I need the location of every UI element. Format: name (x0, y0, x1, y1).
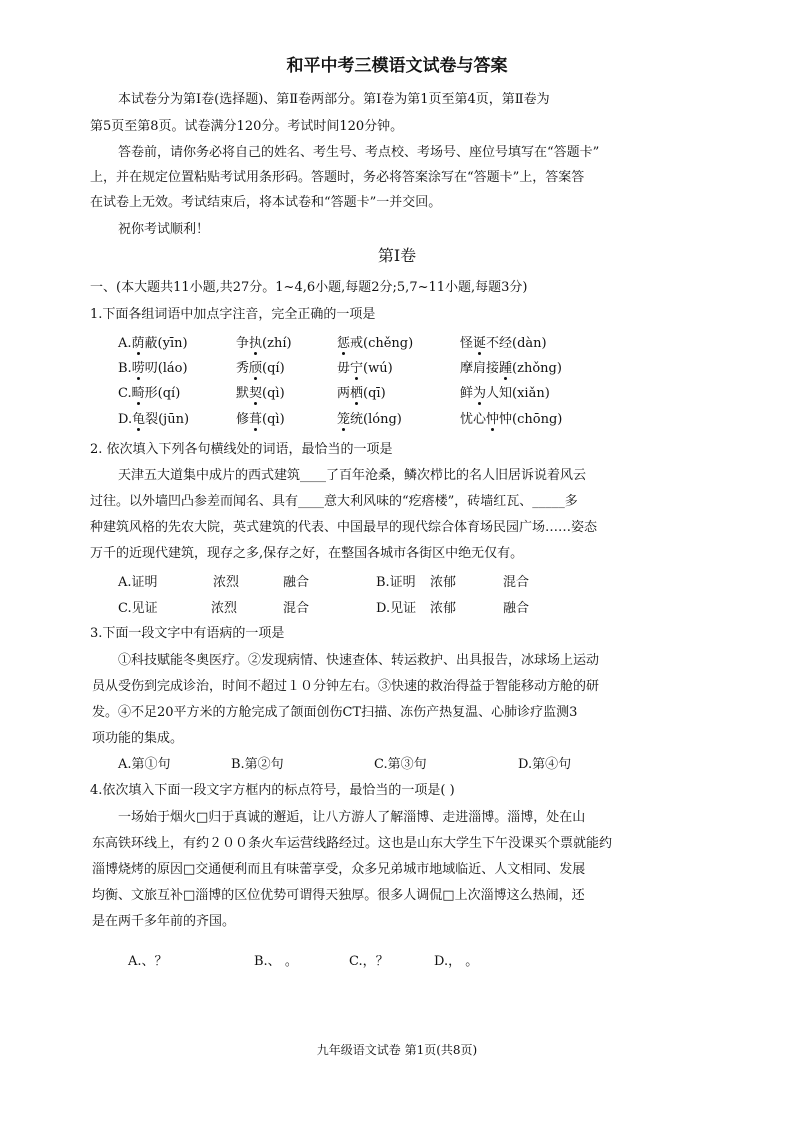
option-c: C.，？ (349, 954, 389, 969)
question-3-stem: 3.下面一段文字中有语病的一项是 (90, 626, 285, 641)
word-part: 摩肩接 (460, 361, 500, 376)
word-part: (wú) (363, 361, 393, 376)
option-b: B.证明 (376, 575, 416, 590)
word-part: 忧心 (460, 412, 487, 427)
q1-choice-word (460, 384, 550, 404)
q1-choice-word (460, 334, 547, 354)
passage-line: 项功能的集成。 (92, 731, 184, 746)
dotted-character: 宁 (350, 361, 364, 376)
intro-line: 在试卷上无效。考试结束后，将本试卷和“答题卡”一并交回。 (90, 195, 442, 210)
option-c: C.第③句 (374, 757, 427, 772)
word-part: 怪 (460, 336, 474, 351)
option-c-word2: 浓烈 (211, 601, 238, 616)
word-part: 蔽(yīn) (144, 336, 188, 351)
dotted-character: 葺 (249, 412, 263, 427)
word-part: 人知(xiǎn) (486, 386, 550, 401)
word-part: (zhǒng) (512, 361, 562, 376)
word-part: (qī) (363, 386, 386, 401)
word-part: D. (118, 412, 133, 427)
passage-line: 种建筑风格的先农大院，英式建筑的代表、中国最早的现代综合体育场民园广场……姿态 (90, 520, 598, 535)
passage-line: 万千的近现代建筑，现存之多,保存之好，在整国各城市各街区中绝无仅有。 (90, 546, 524, 561)
page-title: 和平中考三模语文试卷与答案 (286, 56, 508, 76)
word-part: 统(lóng) (350, 412, 402, 427)
intro-line: 上，并在规定位置粘贴考试用条形码。答题时，务必将答案涂写在“答题卡”上，答案答 (90, 170, 585, 185)
question-4-stem: 4.依次填入下面一段文字方框内的标点符号，最恰当的一项是( ) (90, 783, 455, 798)
option-d-word3: 融合 (503, 601, 530, 616)
q1-choice-word (337, 359, 393, 379)
passage-line: 发。④不足20平方米的方舱完成了颌面创伤CT扫描、冻伤产热复温、心肺诊疗监测3 (92, 705, 578, 720)
section-heading: 第Ⅰ卷 (377, 246, 417, 265)
question-1-stem: 1.下面各组词语中加点字注音，完全正确的一项是 (90, 307, 376, 322)
option-d-word2: 浓郁 (430, 601, 457, 616)
intro-wish: 祝你考试顺利！ (118, 222, 210, 237)
question-2-stem: 2. 依次填入下列各句横线处的词语，最恰当的一项是 (90, 442, 393, 457)
dotted-character: 踵 (499, 361, 513, 376)
dotted-character: 颀 (249, 361, 263, 376)
q1-choice-word (337, 384, 386, 404)
part-heading: 一、(本大题共11小题,共27分。1~4,6小题,每题2分;5,7~11小题,每题3分) (90, 280, 528, 295)
q1-choice-word (118, 334, 188, 354)
dotted-character: 执 (249, 336, 263, 351)
word-part: 默 (236, 386, 250, 401)
option-c-word3: 混合 (283, 601, 310, 616)
option-b-word3: 混合 (503, 575, 530, 590)
passage-line: 员从受伤到完成诊治，时间不超过１０分钟左右。③快速的救治得益于智能移动方舱的研 (92, 679, 600, 694)
dotted-character: 为 (473, 386, 487, 401)
word-part: 争 (236, 336, 250, 351)
q1-choice-word (118, 384, 180, 404)
word-part: 忡(chōng) (499, 412, 563, 427)
word-part: A. (118, 336, 132, 351)
intro-line: 第5页至第8页。试卷满分120分。考试时间120分钟。 (90, 119, 404, 134)
dotted-character: 龟 (132, 412, 146, 427)
q1-choice-word (236, 384, 285, 404)
dotted-character: 唠 (131, 361, 145, 376)
word-part: (zhí) (262, 336, 292, 351)
dotted-character: 荫 (131, 336, 145, 351)
word-part: 两 (337, 386, 351, 401)
passage-line: 均衡、文旅互补□淄博的区位优势可谓得天独厚。很多人调侃□上次淄博这么热闹，还 (92, 888, 585, 903)
word-part: 秀 (236, 361, 250, 376)
option-d: D.， 。 (434, 954, 479, 969)
q1-choice-word (236, 334, 292, 354)
q1-choice-word (236, 359, 285, 379)
option-a: A.第①句 (118, 757, 171, 772)
passage-line: 过往。以外墙凹凸参差而闻名、具有____意大利风味的“疙瘩楼”，砖墙红瓦、_____多 (90, 494, 578, 509)
word-part: B. (118, 361, 132, 376)
dotted-character: 惩 (337, 336, 351, 351)
word-part: (qí) (262, 361, 285, 376)
option-c: C.见证 (118, 601, 158, 616)
passage-line: 是在两千多年前的齐国。 (92, 914, 236, 929)
page-footer: 九年级语文试卷 第1页(共8页) (316, 1043, 478, 1057)
dotted-character: 畸 (131, 386, 145, 401)
q1-choice-word (460, 359, 562, 379)
word-part: C. (118, 386, 132, 401)
q1-choice-word (337, 334, 413, 354)
word-part: 不经(dàn) (486, 336, 547, 351)
dotted-character: 栖 (350, 386, 364, 401)
word-part: (qì) (262, 386, 285, 401)
option-b: B.第②句 (231, 757, 284, 772)
word-part: 毋 (337, 361, 351, 376)
word-part: 戒(chěng) (350, 336, 414, 351)
dotted-character: 笼 (337, 412, 351, 427)
dotted-character: 忡 (486, 412, 500, 427)
option-b-word2: 浓郁 (430, 575, 457, 590)
option-a-word2: 浓烈 (213, 575, 240, 590)
intro-line: 答卷前，请你务必将自己的姓名、考生号、考点校、考场号、座位号填写在“答题卡” (118, 145, 600, 160)
word-part: 鲜 (460, 386, 474, 401)
passage-line: 东高铁环线上，有约２００条火车运营线路经过。这也是山东大学生下午没课买个票就能约 (92, 836, 613, 851)
passage-line: ①科技赋能冬奥医疗。②发现病情、快速查体、转运救护、出具报告，冰球场上运动 (118, 653, 600, 668)
option-a: A.证明 (118, 575, 158, 590)
option-d: D.见证 (376, 601, 417, 616)
word-part: 形(qí) (144, 386, 181, 401)
word-part: 裂(jūn) (145, 412, 190, 427)
word-part: (qì) (262, 412, 285, 427)
word-part: 叨(láo) (144, 361, 188, 376)
q1-choice-word (236, 410, 285, 430)
passage-line: 天津五大道集中成片的西式建筑____了百年沧桑，鳞次栉比的名人旧居诉说着风云 (118, 468, 587, 483)
dotted-character: 诞 (473, 336, 487, 351)
q1-choice-word (460, 410, 562, 430)
word-part: 修 (236, 412, 250, 427)
intro-line: 本试卷分为第Ⅰ卷(选择题)、第Ⅱ卷两部分。第Ⅰ卷为第1页至第4页，第Ⅱ卷为 (118, 92, 550, 107)
q1-choice-word (337, 410, 402, 430)
option-a-word3: 融合 (283, 575, 310, 590)
option-d: D.第④句 (518, 757, 572, 772)
q1-choice-word (118, 359, 188, 379)
q1-choice-word (118, 410, 189, 430)
passage-line: 淄博烧烤的原因□交通便利而且有味蕾享受，众多兄弟城市地域临近、人文相同、发展 (92, 862, 586, 877)
option-b: B.、 。 (254, 954, 298, 969)
passage-line: 一场始于烟火□归于真诚的邂逅，让八方游人了解淄博、走进淄博。淄博，处在山 (118, 810, 586, 825)
option-a: A.、？ (128, 954, 168, 969)
dotted-character: 契 (249, 386, 263, 401)
